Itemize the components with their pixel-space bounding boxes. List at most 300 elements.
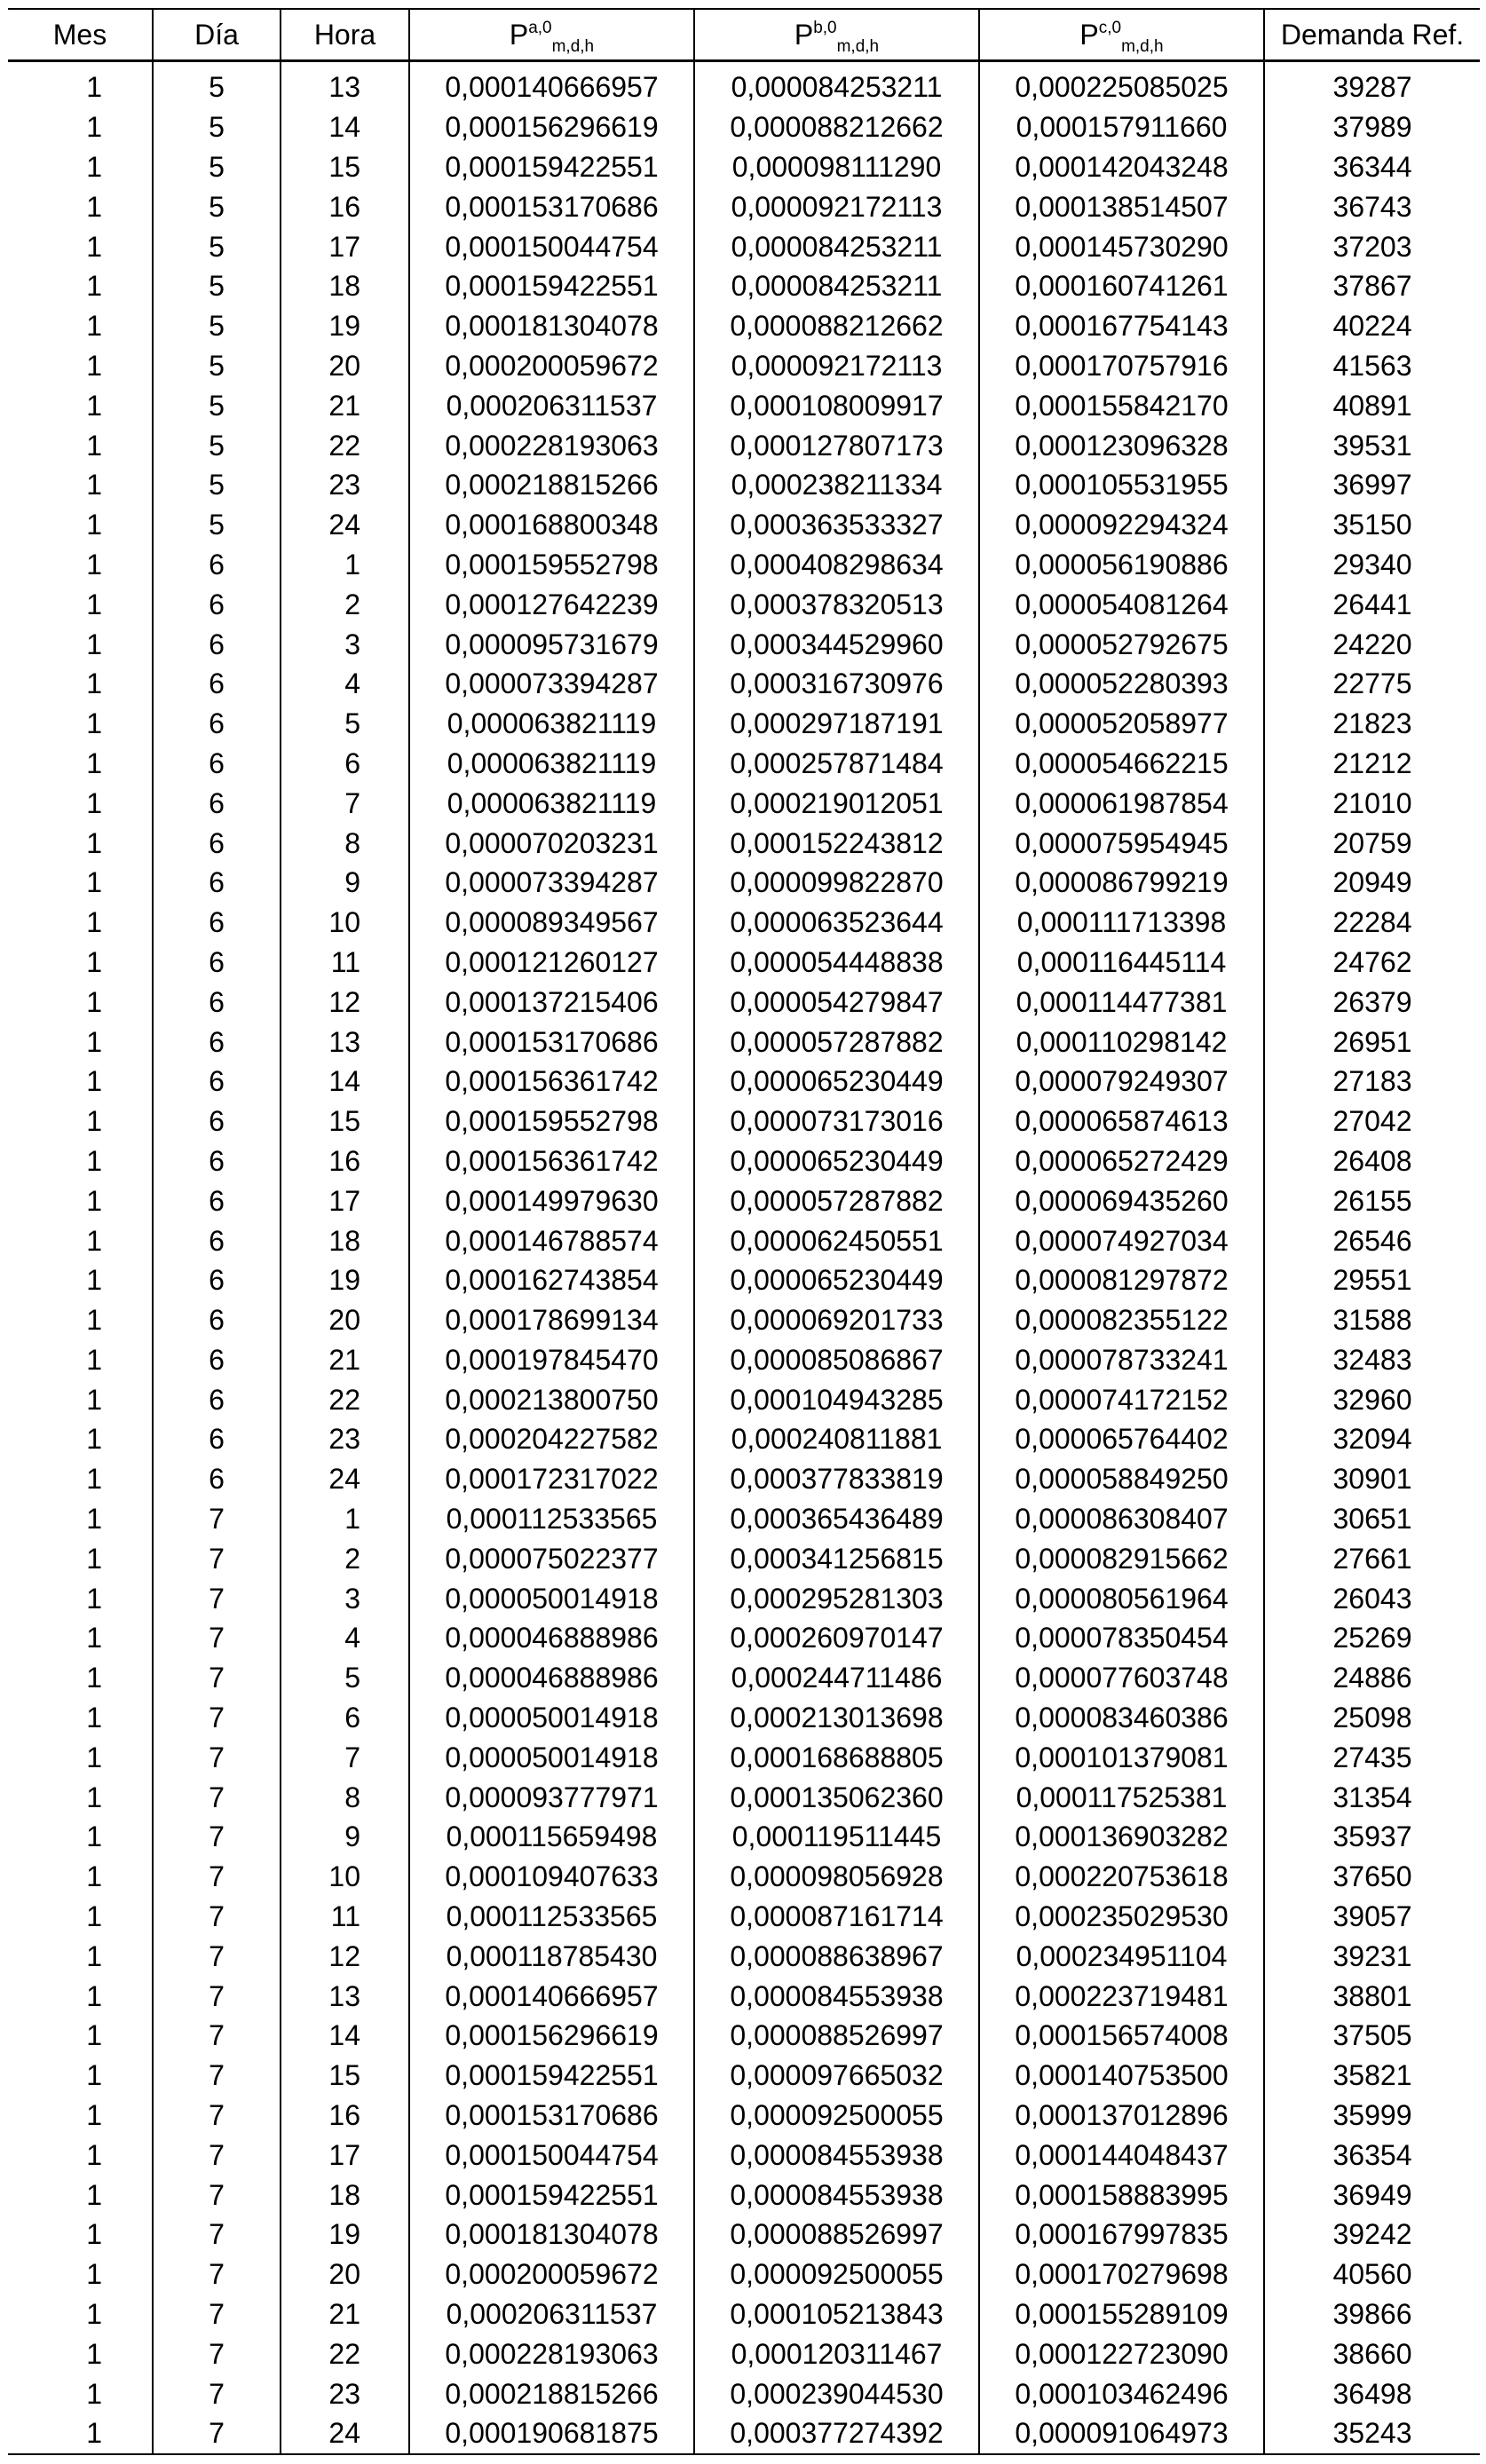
table-row (8, 1777, 1480, 1817)
cell-hora: 11 (281, 1897, 409, 1937)
cell-demanda: 25269 (1264, 1618, 1480, 1658)
cell-mes: 1 (86, 1343, 102, 1376)
cell-pa: 0,000181304078 (409, 2215, 694, 2255)
cell-mes: 1 (86, 786, 102, 819)
cell-pb: 0,000377274392 (694, 2413, 979, 2454)
cell-dia: 6 (153, 823, 281, 863)
cell-pb: 0,000168688805 (694, 1737, 979, 1777)
cell-dia: 6 (153, 982, 281, 1022)
cell-pb: 0,000097665032 (694, 2056, 979, 2096)
cell-pa: 0,000095731679 (409, 624, 694, 664)
cell-pa: 0,000200059672 (409, 2255, 694, 2294)
cell-pa: 0,000150044754 (409, 226, 694, 266)
cell-pc: 0,000052792675 (979, 624, 1264, 664)
cell-mes: 1 (86, 548, 102, 580)
cell-pb: 0,000244711486 (694, 1658, 979, 1698)
cell-pb: 0,000365436489 (694, 1499, 979, 1539)
cell-pb: 0,000135062360 (694, 1777, 979, 1817)
cell-pb: 0,000408298634 (694, 545, 979, 585)
cell-pb: 0,000084253211 (694, 61, 979, 107)
table-row (8, 2413, 1480, 2454)
cell-mes: 1 (86, 2218, 102, 2251)
cell-hora: 7 (281, 1737, 409, 1777)
header-pc-sub: m,d,h (1121, 36, 1164, 56)
table-row (8, 1658, 1480, 1698)
cell-mes: 1 (86, 1979, 102, 2012)
cell-pa: 0,000159422551 (409, 2175, 694, 2215)
table-row (8, 1022, 1480, 1062)
cell-pa: 0,000089349567 (409, 903, 694, 943)
cell-pc: 0,000223719481 (979, 1976, 1264, 2016)
cell-pb: 0,000088212662 (694, 306, 979, 346)
cell-pc: 0,000137012896 (979, 2096, 1264, 2136)
cell-pc: 0,000136903282 (979, 1817, 1264, 1857)
cell-hora: 23 (281, 1419, 409, 1459)
cell-mes: 1 (86, 826, 102, 859)
cell-pc: 0,000086308407 (979, 1499, 1264, 1539)
cell-demanda: 37989 (1264, 107, 1480, 147)
table-row (8, 2175, 1480, 2215)
cell-pc: 0,000077603748 (979, 1658, 1264, 1698)
cell-pc: 0,000082355122 (979, 1300, 1264, 1340)
cell-pa: 0,000181304078 (409, 306, 694, 346)
cell-dia: 5 (153, 306, 281, 346)
cell-pc: 0,000140753500 (979, 2056, 1264, 2096)
cell-hora: 5 (281, 1658, 409, 1698)
cell-dia: 6 (153, 1062, 281, 1102)
cell-demanda: 24886 (1264, 1658, 1480, 1698)
cell-demanda: 32483 (1264, 1340, 1480, 1380)
table-row (8, 664, 1480, 704)
cell-demanda: 26043 (1264, 1578, 1480, 1618)
cell-demanda: 39866 (1264, 2294, 1480, 2334)
cell-demanda: 25098 (1264, 1698, 1480, 1738)
cell-pb: 0,000065230449 (694, 1260, 979, 1300)
cell-dia: 6 (153, 943, 281, 983)
cell-hora: 7 (281, 783, 409, 823)
cell-pa: 0,000146788574 (409, 1220, 694, 1260)
cell-mes: 1 (86, 150, 102, 183)
cell-pb: 0,000088212662 (694, 107, 979, 147)
cell-demanda: 40560 (1264, 2255, 1480, 2294)
cell-dia: 7 (153, 1499, 281, 1539)
cell-hora: 1 (281, 545, 409, 585)
cell-mes: 1 (86, 985, 102, 1018)
cell-dia: 7 (153, 1897, 281, 1937)
cell-pb: 0,000295281303 (694, 1578, 979, 1618)
cell-demanda: 26155 (1264, 1181, 1480, 1220)
cell-dia: 7 (153, 2135, 281, 2175)
cell-pa: 0,000127642239 (409, 584, 694, 624)
cell-pc: 0,000234951104 (979, 1936, 1264, 1976)
cell-pa: 0,000206311537 (409, 385, 694, 425)
table-row (8, 1260, 1480, 1300)
cell-demanda: 26379 (1264, 982, 1480, 1022)
cell-pb: 0,000057287882 (694, 1181, 979, 1220)
cell-hora: 23 (281, 465, 409, 505)
cell-pb: 0,000344529960 (694, 624, 979, 664)
cell-dia: 7 (153, 1538, 281, 1578)
cell-dia: 7 (153, 1618, 281, 1658)
table-row (8, 1976, 1480, 2016)
cell-dia: 5 (153, 266, 281, 306)
cell-pb: 0,000063523644 (694, 903, 979, 943)
cell-demanda: 36743 (1264, 186, 1480, 226)
cell-mes: 1 (86, 2178, 102, 2211)
cell-hora: 21 (281, 385, 409, 425)
cell-pc: 0,000122723090 (979, 2334, 1264, 2373)
cell-mes: 1 (86, 1463, 102, 1496)
cell-pc: 0,000065272429 (979, 1141, 1264, 1181)
cell-pa: 0,000153170686 (409, 1022, 694, 1062)
cell-pb: 0,000087161714 (694, 1897, 979, 1937)
cell-hora: 17 (281, 2135, 409, 2175)
cell-mes: 1 (86, 1622, 102, 1655)
cell-hora: 19 (281, 1260, 409, 1300)
cell-dia: 5 (153, 465, 281, 505)
cell-dia: 6 (153, 1102, 281, 1141)
cell-pb: 0,000105213843 (694, 2294, 979, 2334)
cell-pa: 0,000156296619 (409, 2016, 694, 2056)
cell-mes: 1 (86, 1065, 102, 1098)
cell-pc: 0,000142043248 (979, 147, 1264, 187)
cell-mes: 1 (86, 628, 102, 660)
cell-pc: 0,000225085025 (979, 61, 1264, 107)
table-row (8, 1936, 1480, 1976)
cell-dia: 6 (153, 744, 281, 784)
cell-demanda: 21010 (1264, 783, 1480, 823)
cell-demanda: 27042 (1264, 1102, 1480, 1141)
table-row (8, 107, 1480, 147)
cell-mes: 1 (86, 1383, 102, 1416)
cell-hora: 22 (281, 425, 409, 465)
cell-demanda: 36949 (1264, 2175, 1480, 2215)
cell-demanda: 22284 (1264, 903, 1480, 943)
cell-pa: 0,000156296619 (409, 107, 694, 147)
cell-demanda: 26951 (1264, 1022, 1480, 1062)
cell-pb: 0,000104943285 (694, 1379, 979, 1419)
header-hora: Hora (281, 9, 409, 61)
cell-demanda: 24220 (1264, 624, 1480, 664)
cell-demanda: 36498 (1264, 2373, 1480, 2413)
cell-mes: 1 (86, 746, 102, 779)
cell-pa: 0,000159422551 (409, 147, 694, 187)
cell-demanda: 21212 (1264, 744, 1480, 784)
cell-dia: 7 (153, 2056, 281, 2096)
cell-pc: 0,000138514507 (979, 186, 1264, 226)
cell-demanda: 30901 (1264, 1459, 1480, 1499)
cell-pb: 0,000088638967 (694, 1936, 979, 1976)
cell-hora: 24 (281, 2413, 409, 2454)
cell-demanda: 22775 (1264, 664, 1480, 704)
table-row (8, 1220, 1480, 1260)
cell-pb: 0,000092172113 (694, 346, 979, 386)
cell-hora: 19 (281, 306, 409, 346)
table-row (8, 943, 1480, 983)
cell-mes: 1 (86, 2337, 102, 2370)
cell-hora: 8 (281, 823, 409, 863)
cell-pb: 0,000084253211 (694, 226, 979, 266)
table-row (8, 346, 1480, 386)
cell-mes: 1 (86, 469, 102, 501)
cell-hora: 4 (281, 1618, 409, 1658)
cell-mes: 1 (86, 71, 102, 104)
cell-pa: 0,000228193063 (409, 425, 694, 465)
table-row (8, 1062, 1480, 1102)
cell-demanda: 39531 (1264, 425, 1480, 465)
cell-demanda: 37650 (1264, 1857, 1480, 1897)
cell-pc: 0,000091064973 (979, 2413, 1264, 2454)
cell-hora: 10 (281, 1857, 409, 1897)
cell-dia: 5 (153, 107, 281, 147)
cell-hora: 8 (281, 1777, 409, 1817)
table-row (8, 2255, 1480, 2294)
cell-pb: 0,000297187191 (694, 704, 979, 744)
cell-dia: 6 (153, 1379, 281, 1419)
cell-mes: 1 (86, 1582, 102, 1615)
cell-demanda: 36344 (1264, 147, 1480, 187)
cell-demanda: 36997 (1264, 465, 1480, 505)
table-row (8, 266, 1480, 306)
cell-hora: 6 (281, 744, 409, 784)
cell-pa: 0,000118785430 (409, 1936, 694, 1976)
cell-demanda: 29551 (1264, 1260, 1480, 1300)
cell-demanda: 35937 (1264, 1817, 1480, 1857)
cell-dia: 6 (153, 704, 281, 744)
header-pc-base: P (1079, 18, 1099, 51)
header-pb-base: P (794, 18, 814, 51)
cell-pa: 0,000073394287 (409, 863, 694, 903)
cell-hora: 16 (281, 186, 409, 226)
header-pa-base: P (509, 18, 529, 51)
cell-pb: 0,000073173016 (694, 1102, 979, 1141)
cell-demanda: 27661 (1264, 1538, 1480, 1578)
cell-mes: 1 (86, 2059, 102, 2092)
cell-pa: 0,000159422551 (409, 266, 694, 306)
cell-pa: 0,000046888986 (409, 1618, 694, 1658)
cell-mes: 1 (86, 2258, 102, 2291)
cell-pb: 0,000084553938 (694, 2175, 979, 2215)
table-row (8, 2373, 1480, 2413)
cell-demanda: 29340 (1264, 545, 1480, 585)
cell-hora: 18 (281, 266, 409, 306)
table-row (8, 1578, 1480, 1618)
table-row (8, 624, 1480, 664)
cell-pb: 0,000316730976 (694, 664, 979, 704)
cell-pa: 0,000109407633 (409, 1857, 694, 1897)
cell-pc: 0,000092294324 (979, 505, 1264, 545)
cell-mes: 1 (86, 1025, 102, 1058)
cell-pb: 0,000065230449 (694, 1141, 979, 1181)
table-row (8, 744, 1480, 784)
cell-pa: 0,000070203231 (409, 823, 694, 863)
cell-dia: 5 (153, 425, 281, 465)
cell-hora: 20 (281, 346, 409, 386)
cell-hora: 24 (281, 1459, 409, 1499)
cell-dia: 7 (153, 1817, 281, 1857)
cell-demanda: 26441 (1264, 584, 1480, 624)
header-pa (409, 9, 694, 61)
cell-pa: 0,000073394287 (409, 664, 694, 704)
table-row (8, 2135, 1480, 2175)
cell-dia: 7 (153, 2413, 281, 2454)
cell-pb: 0,000054448838 (694, 943, 979, 983)
cell-demanda: 39242 (1264, 2215, 1480, 2255)
cell-dia: 7 (153, 1737, 281, 1777)
table-row (8, 903, 1480, 943)
cell-dia: 7 (153, 2255, 281, 2294)
cell-hora: 12 (281, 982, 409, 1022)
cell-pc: 0,000078733241 (979, 1340, 1264, 1380)
cell-pc: 0,000111713398 (979, 903, 1264, 943)
cell-mes: 1 (86, 588, 102, 620)
cell-hora: 19 (281, 2215, 409, 2255)
cell-dia: 6 (153, 1340, 281, 1380)
header-pa-sub: m,d,h (551, 36, 595, 56)
table-row (8, 147, 1480, 187)
cell-pc: 0,000086799219 (979, 863, 1264, 903)
cell-pa: 0,000112533565 (409, 1897, 694, 1937)
cell-dia: 6 (153, 1419, 281, 1459)
cell-dia: 5 (153, 61, 281, 107)
cell-pa: 0,000172317022 (409, 1459, 694, 1499)
cell-mes: 1 (86, 2099, 102, 2132)
cell-pa: 0,000206311537 (409, 2294, 694, 2334)
cell-demanda: 36354 (1264, 2135, 1480, 2175)
cell-hora: 20 (281, 2255, 409, 2294)
cell-dia: 6 (153, 624, 281, 664)
cell-pc: 0,000123096328 (979, 425, 1264, 465)
cell-hora: 16 (281, 2096, 409, 2136)
cell-demanda: 35999 (1264, 2096, 1480, 2136)
cell-pc: 0,000167997835 (979, 2215, 1264, 2255)
cell-pa: 0,000159552798 (409, 1102, 694, 1141)
cell-pc: 0,000155842170 (979, 385, 1264, 425)
cell-pa: 0,000149979630 (409, 1181, 694, 1220)
cell-hora: 11 (281, 943, 409, 983)
table-row (8, 1817, 1480, 1857)
cell-pa: 0,000156361742 (409, 1141, 694, 1181)
cell-demanda: 31588 (1264, 1300, 1480, 1340)
cell-pb: 0,000062450551 (694, 1220, 979, 1260)
table-row (8, 425, 1480, 465)
table-row (8, 1499, 1480, 1539)
cell-pa: 0,000228193063 (409, 2334, 694, 2373)
cell-pc: 0,000156574008 (979, 2016, 1264, 2056)
header-demanda: Demanda Ref. (1264, 9, 1480, 61)
table-row (8, 704, 1480, 744)
cell-demanda: 20759 (1264, 823, 1480, 863)
cell-hora: 2 (281, 1538, 409, 1578)
cell-pa: 0,000050014918 (409, 1578, 694, 1618)
cell-pa: 0,000075022377 (409, 1538, 694, 1578)
table-row (8, 2056, 1480, 2096)
cell-pc: 0,000065764402 (979, 1419, 1264, 1459)
cell-demanda: 30651 (1264, 1499, 1480, 1539)
cell-demanda: 39287 (1264, 61, 1480, 107)
table-row (8, 1379, 1480, 1419)
cell-hora: 4 (281, 664, 409, 704)
cell-pc: 0,000082915662 (979, 1538, 1264, 1578)
cell-pa: 0,000050014918 (409, 1737, 694, 1777)
cell-demanda: 32094 (1264, 1419, 1480, 1459)
cell-dia: 7 (153, 1658, 281, 1698)
cell-mes: 1 (86, 866, 102, 899)
cell-pb: 0,000054279847 (694, 982, 979, 1022)
cell-hora: 21 (281, 1340, 409, 1380)
cell-pb: 0,000363533327 (694, 505, 979, 545)
cell-mes: 1 (86, 1105, 102, 1138)
table-row (8, 545, 1480, 585)
cell-pb: 0,000239044530 (694, 2373, 979, 2413)
cell-pc: 0,000158883995 (979, 2175, 1264, 2215)
cell-pa: 0,000200059672 (409, 346, 694, 386)
cell-hora: 9 (281, 863, 409, 903)
cell-pc: 0,000054662215 (979, 744, 1264, 784)
cell-pc: 0,000144048437 (979, 2135, 1264, 2175)
cell-mes: 1 (8, 2413, 153, 2454)
cell-pb: 0,000098056928 (694, 1857, 979, 1897)
cell-pa: 0,000162743854 (409, 1260, 694, 1300)
cell-mes: 1 (86, 111, 102, 144)
cell-pa: 0,000218815266 (409, 465, 694, 505)
cell-pb: 0,000260970147 (694, 1618, 979, 1658)
cell-hora: 14 (281, 1062, 409, 1102)
cell-pc: 0,000220753618 (979, 1857, 1264, 1897)
cell-demanda: 35821 (1264, 2056, 1480, 2096)
cell-mes: 1 (86, 1741, 102, 1773)
cell-pa: 0,000156361742 (409, 1062, 694, 1102)
table-row (8, 385, 1480, 425)
table-row (8, 1102, 1480, 1141)
cell-pa: 0,000093777971 (409, 1777, 694, 1817)
cell-dia: 7 (153, 2016, 281, 2056)
cell-pb: 0,000085086867 (694, 1340, 979, 1380)
cell-pc: 0,000170279698 (979, 2255, 1264, 2294)
cell-pa: 0,000178699134 (409, 1300, 694, 1340)
cell-mes: 1 (86, 1264, 102, 1297)
cell-hora: 13 (281, 1976, 409, 2016)
cell-pc: 0,000101379081 (979, 1737, 1264, 1777)
cell-pa: 0,000153170686 (409, 186, 694, 226)
cell-pb: 0,000065230449 (694, 1062, 979, 1102)
cell-pa: 0,000168800348 (409, 505, 694, 545)
cell-demanda: 20949 (1264, 863, 1480, 903)
cell-hora: 23 (281, 2373, 409, 2413)
cell-hora: 16 (281, 1141, 409, 1181)
header-dia: Día (153, 9, 281, 61)
cell-pc: 0,000054081264 (979, 584, 1264, 624)
cell-demanda: 32960 (1264, 1379, 1480, 1419)
cell-pb: 0,000092172113 (694, 186, 979, 226)
cell-dia: 5 (153, 346, 281, 386)
cell-hora: 15 (281, 1102, 409, 1141)
cell-dia: 5 (153, 226, 281, 266)
cell-pc: 0,000061987854 (979, 783, 1264, 823)
cell-pb: 0,000119511445 (694, 1817, 979, 1857)
cell-mes: 1 (86, 707, 102, 740)
cell-pb: 0,000127807173 (694, 425, 979, 465)
header-pb-sub: m,d,h (836, 36, 880, 56)
cell-pb: 0,000108009917 (694, 385, 979, 425)
table-row (8, 2334, 1480, 2373)
cell-mes: 1 (86, 2019, 102, 2052)
cell-pc: 0,000074172152 (979, 1379, 1264, 1419)
cell-dia: 7 (153, 2294, 281, 2334)
cell-demanda: 37867 (1264, 266, 1480, 306)
cell-mes: 1 (86, 2377, 102, 2410)
cell-hora: 17 (281, 226, 409, 266)
